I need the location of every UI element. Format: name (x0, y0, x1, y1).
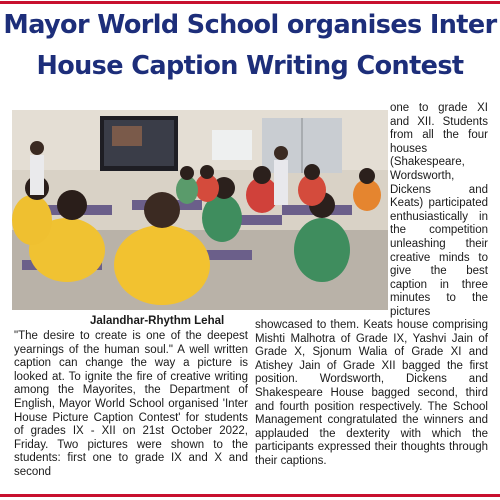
headline-line-1: Mayor World School organises Inter (3, 10, 497, 40)
article-column-right-bottom (255, 319, 488, 469)
photo-caption: Jalandhar-Rhythm Lehal (90, 315, 225, 327)
article-text-left: "The desire to create is one of the deepest yearnings of the human soul." A well written caption can change the way a picture is looked at. To ignite the fire of creative writing among the Mayorites, the Department of English, Mayor World School organised 'Inter House Picture Caption Contest' for students of grades IX - XII on 21st October 2022, Friday. Two pictures were shown to the students: first one to grade IX and X and second (14, 330, 248, 478)
article-text-right-top: one to grade XI and XII. Students from all the four houses (Shakespeare, Wordsworth, Dickens and Keats) participated enthusiastically in the competition unleashing their creative minds to give the best caption in three minutes to the pictures (390, 102, 488, 318)
bottom-rule (0, 494, 500, 497)
article-column-right-top (390, 102, 488, 320)
article-column-left (14, 330, 248, 480)
article-text-right-bottom: showcased to them. Keats house comprising Mishti Malhotra of Grade IX, Yashvi Jain of Grade X, Sjonum Walia of Grade XI and Atishey Jain of Grade XII bagged the first position. Wordsworth, Dickens and Shakespeare House bagged second, third and fourth position respectively. The School Management congratulated the winners and applauded the dexterity with which the participants expressed their thoughts through their captions. (255, 319, 488, 467)
classroom-photo-illustration (12, 110, 388, 310)
classroom-photo (12, 110, 388, 310)
top-rule (0, 1, 500, 4)
headline-line-2: House Caption Writing Contest (36, 51, 464, 81)
